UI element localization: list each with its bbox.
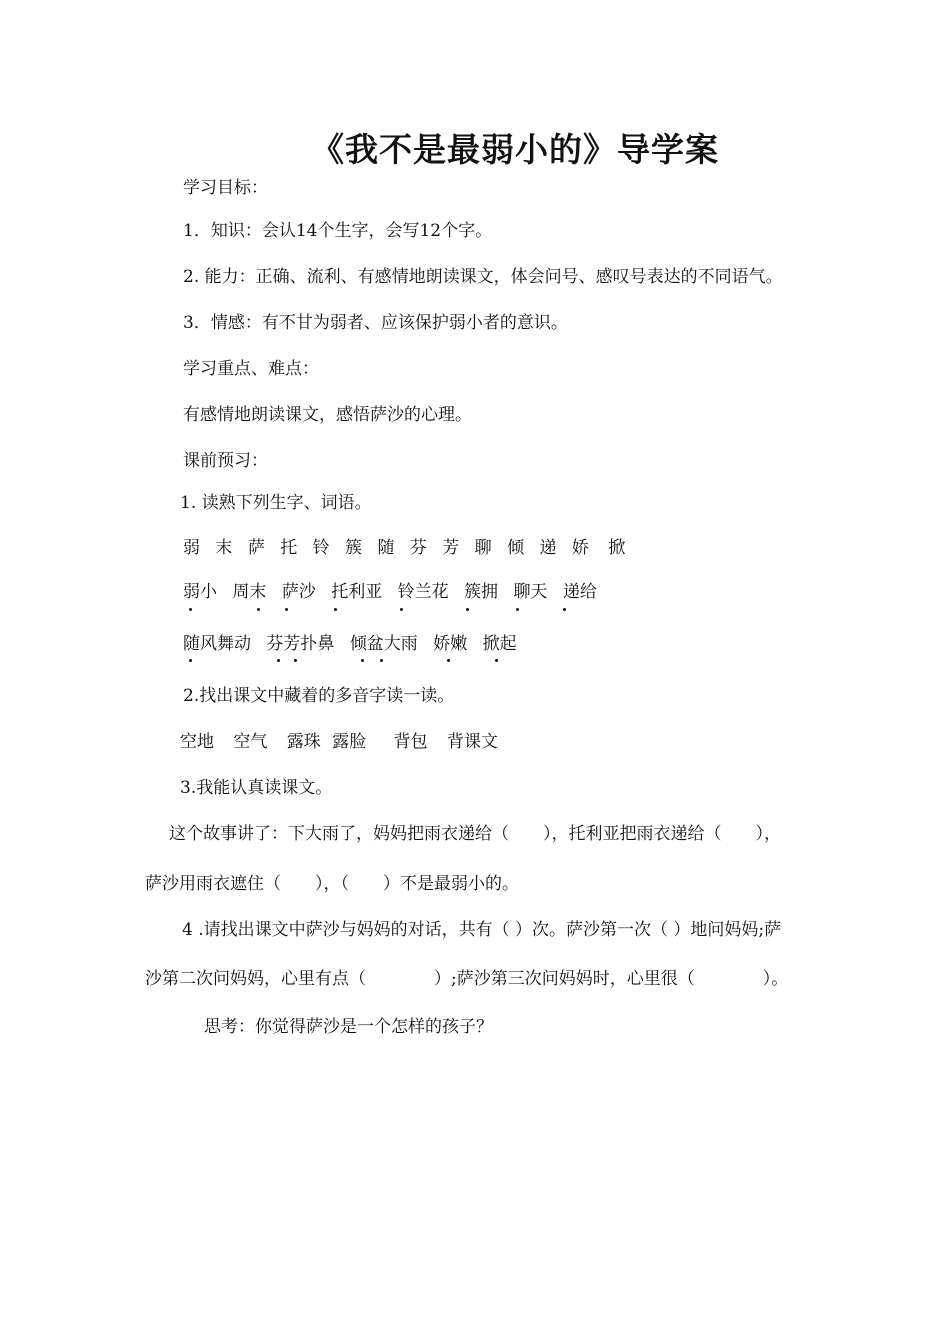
page-title: 《我不是最弱小的》导学案 [311,130,719,169]
emphasis-dot [294,659,297,662]
emphasis-dots-row-2 [0,659,950,665]
story-sentence-line-2: 萨沙用雨衣遮住（ ），（ ）不是最弱小的。 [145,874,519,894]
emphasis-dot [563,608,566,611]
emphasis-dot [447,659,450,662]
emphasis-dots-row-1 [0,608,950,614]
vocab-word: 托利亚 [331,582,383,602]
emphasis-dot [285,608,288,611]
task3-instruction: 3.我能认真读课文。 [180,778,333,798]
char-item: 弱 [183,538,200,558]
vocab-word: 倾盆大雨 [349,634,418,654]
vocab-word: 弱小 [183,582,217,602]
task1-instruction: 1. 读熟下列生字、词语。 [180,493,372,513]
story-sentence-line-1: 这个故事讲了：下大雨了，妈妈把雨衣递给（ ），托利亚把雨衣递给（ ）， [169,824,781,844]
polyphone-word: 空气 [233,732,268,752]
emphasis-dot [277,659,280,662]
char-item: 聊 [474,538,492,558]
vocab-word: 递给 [562,582,597,602]
emphasis-dot [400,608,403,611]
task2-instruction: 2.找出课文中藏着的多音字读一读。 [183,686,455,706]
char-item: 萨 [247,538,265,558]
emphasis-dot [516,608,519,611]
vocab-word: 掀起 [482,634,517,654]
focus-heading: 学习重点、难点： [183,359,319,379]
emphasis-dot [334,608,337,611]
focus-text: 有感情地朗读课文，感悟萨沙的心理。 [183,405,472,425]
goal-ability: 2. 能力：正确、流利、有感情地朗读课文，体会问号、感叹号表达的不同语气。 [183,267,783,287]
vocab-word: 随风舞动 [183,634,251,654]
emphasis-dot [466,608,469,611]
polyphone-word: 背包 [393,732,428,752]
char-item: 芳 [442,538,460,558]
polyphone-word: 露珠 [286,732,321,752]
char-item: 末 [215,538,233,558]
task4-line-2: 沙第二次问妈妈，心里有点（ ）;萨沙第三次问妈妈时，心里很（ ）。 [145,969,789,989]
goal-emotion: 3．情感：有不甘为弱者、应该保护弱小者的意识。 [183,313,568,333]
vocab-word: 娇嫩 [433,634,468,654]
vocab-word: 铃兰花 [397,582,449,602]
char-item: 倾 [507,538,525,558]
emphasis-dot [380,659,383,662]
char-item: 递 [539,538,557,558]
words-row-1 [183,580,597,604]
vocab-word: 萨沙 [281,582,316,602]
emphasis-dot [361,659,364,662]
goal-knowledge: 1．知识：会认14个生字，会写12个字。 [183,221,493,241]
char-item: 娇 [571,538,589,558]
char-item: 掀 [608,538,626,558]
char-item: 铃 [312,538,330,558]
vocab-word: 周末 [232,582,267,602]
emphasis-dot [189,659,192,662]
preview-heading: 课前预习： [183,451,268,471]
polyphone-words [180,730,498,754]
vocab-word: 聊天 [513,582,548,602]
polyphone-word: 露脸 [332,732,367,752]
new-characters-list [183,536,635,560]
emphasis-dot [495,659,498,662]
char-item: 簇 [345,538,363,558]
char-item: 托 [280,538,298,558]
goals-heading: 学习目标： [183,178,268,198]
char-item: 随 [377,538,395,558]
task4-line-1: 4 .请找出课文中萨沙与妈妈的对话，共有（ ）次。萨沙第一次（ ）地问妈妈;萨 [182,920,782,940]
emphasis-dot [257,608,260,611]
emphasis-dot [189,608,192,611]
words-row-2 [183,632,517,656]
char-item: 芬 [409,538,427,558]
vocab-word: 芬芳扑鼻 [266,634,335,654]
polyphone-word: 空地 [180,732,214,752]
polyphone-word: 背课文 [447,732,499,752]
vocab-word: 簇拥 [464,582,499,602]
think-question: 思考：你觉得萨沙是一个怎样的孩子？ [204,1017,493,1037]
